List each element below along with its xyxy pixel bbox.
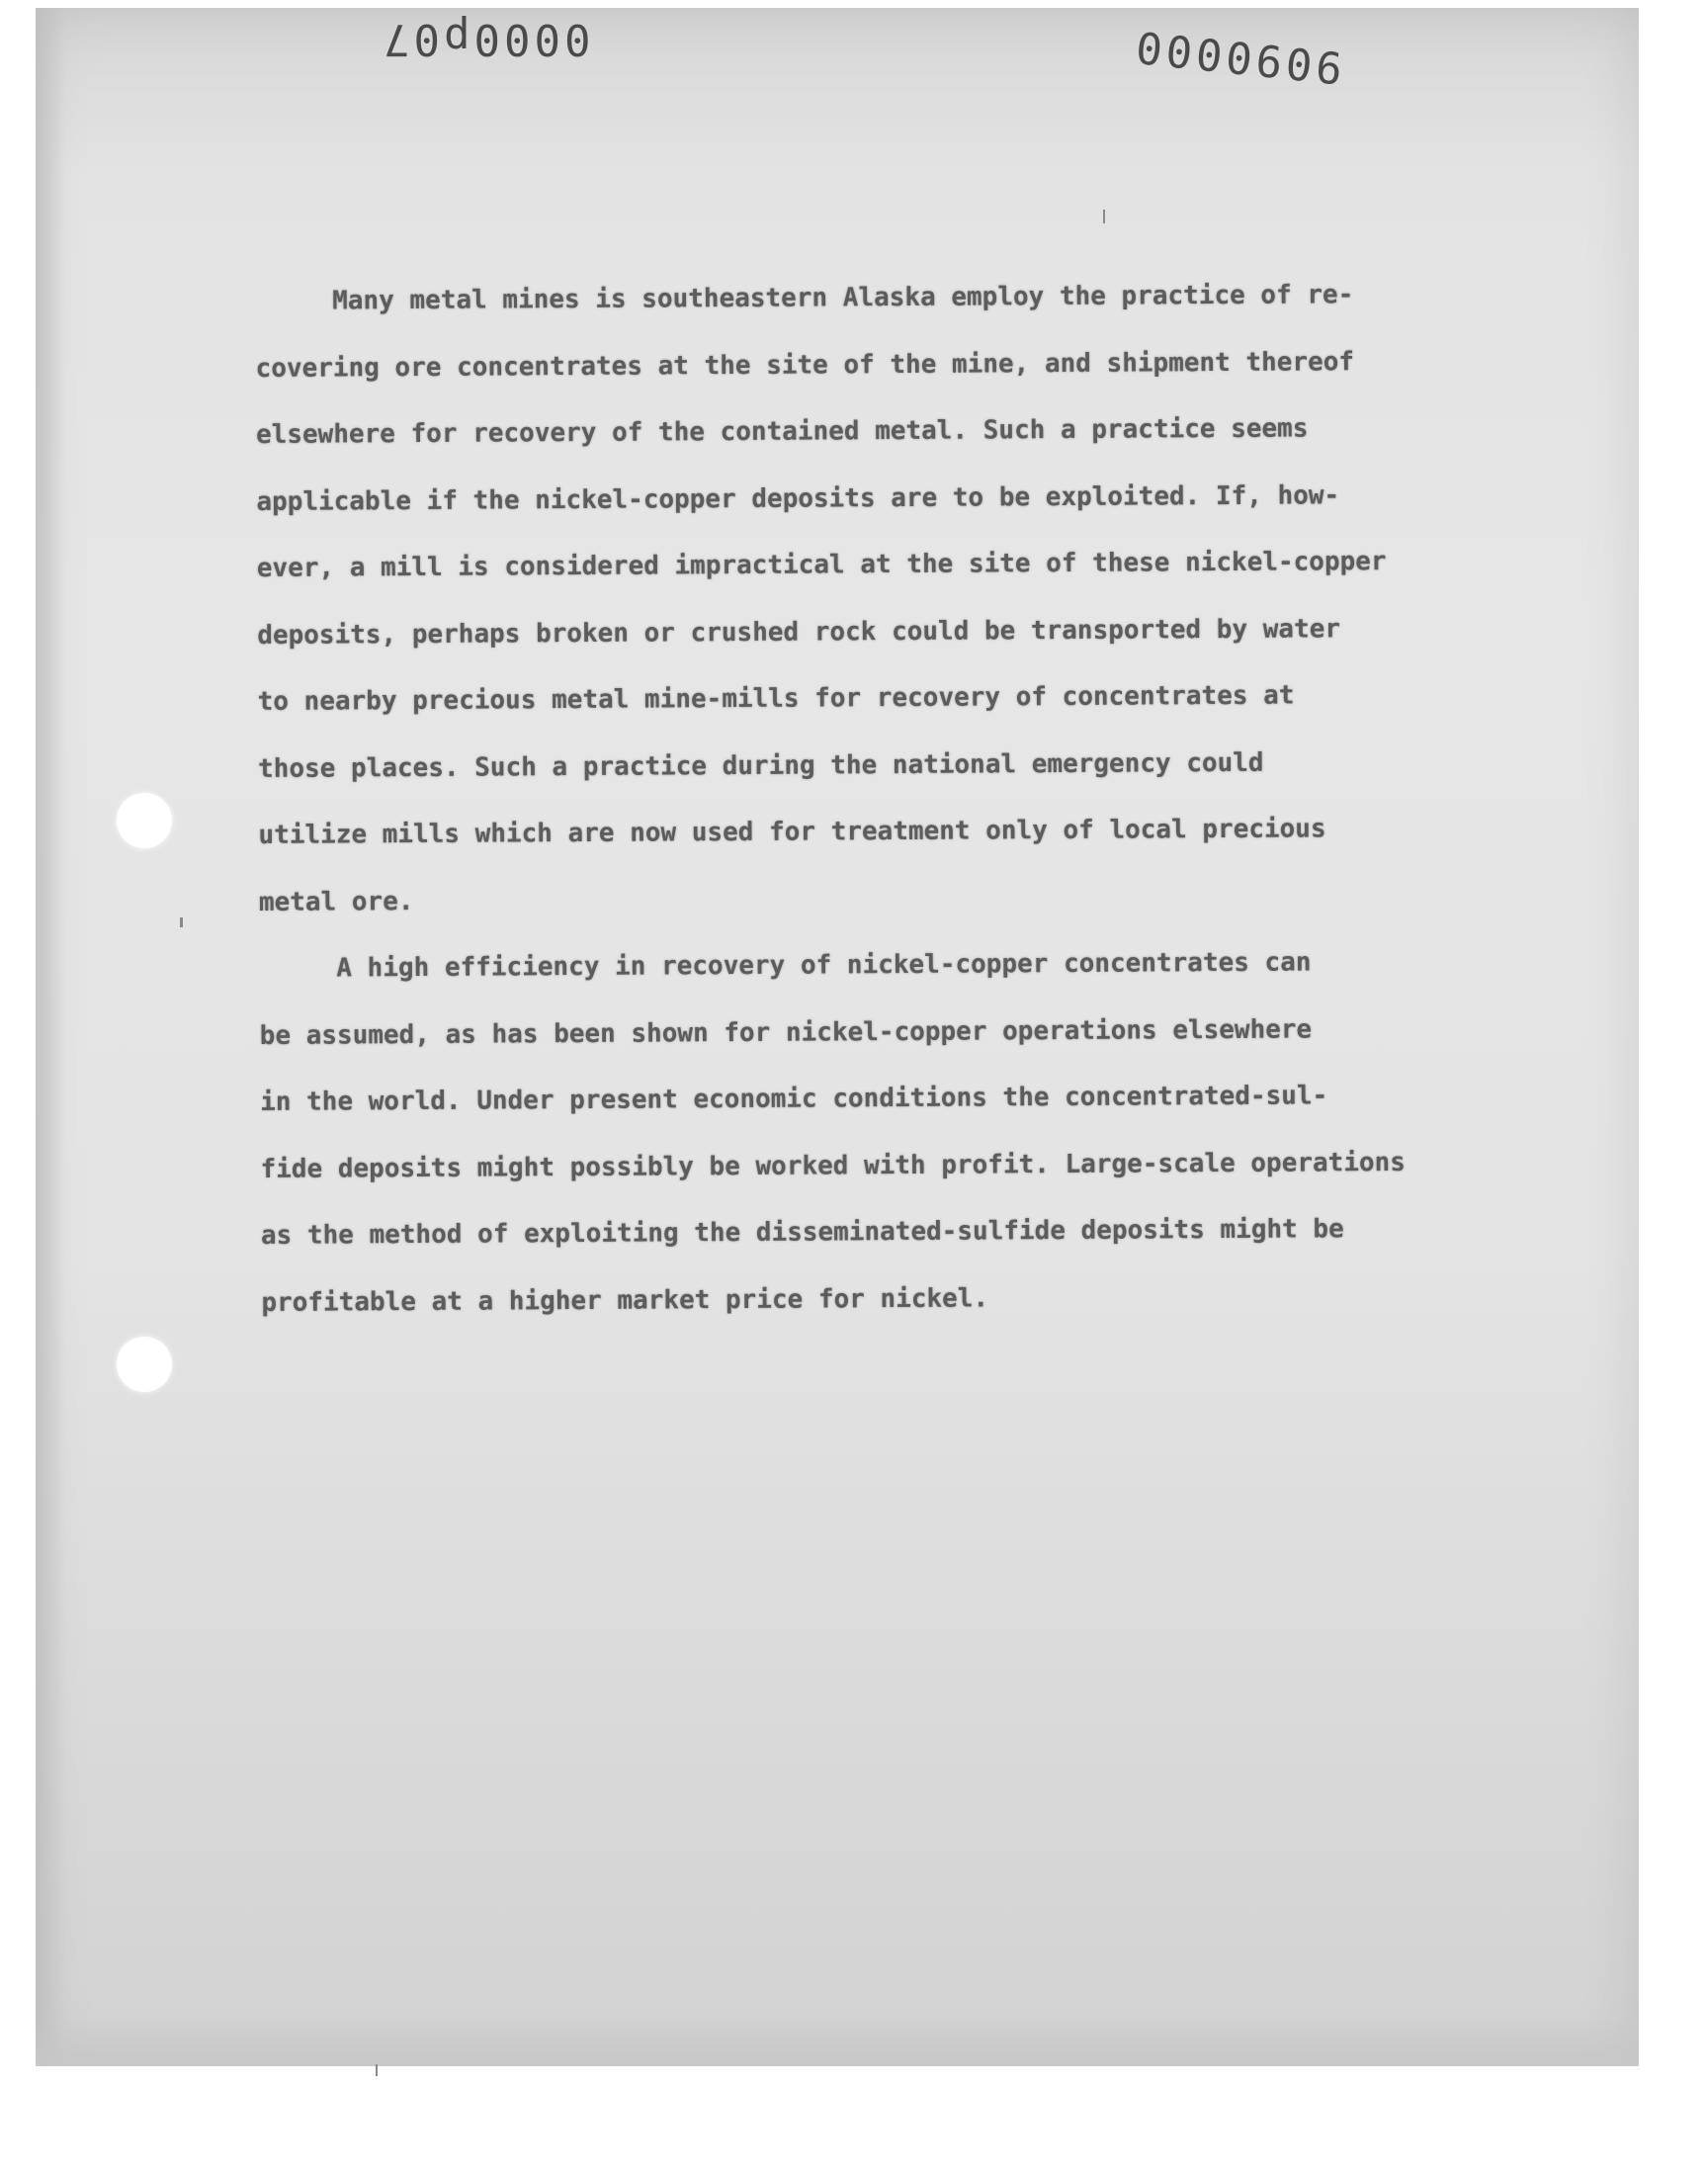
text-line: profitable at a higher market price for nickel. [261, 1282, 989, 1318]
margin-tick-mark [180, 917, 183, 927]
text-line: covering ore concentrates at the site of the mine, and shipment thereof [255, 346, 1355, 384]
paragraph-1 [255, 261, 1534, 936]
text-line: fide deposits might possibly be worked with profit. Large-scale operations [260, 1147, 1406, 1184]
text-line: A high efficiency in recovery of nickel-copper concentrates can [336, 947, 1312, 984]
binder-hole-icon [117, 1337, 172, 1392]
page-number-stamp-left: 0000p07 [380, 14, 591, 64]
text-line: utilize mills which are now used for treatment only of local precious [258, 814, 1326, 850]
page-number-stamp-right: 0000606 [1133, 24, 1349, 97]
text-line: metal ore. [258, 886, 414, 917]
document-body [255, 261, 1537, 1337]
sheet-shadow-bottom [36, 2017, 1639, 2066]
text-line: those places. Such a practice during the national emergency could [257, 747, 1264, 784]
text-line: in the world. Under present economic conditions the concentrated-sul- [260, 1081, 1328, 1117]
text-line: applicable if the nickel-copper deposits are to be exploited. If, how- [256, 479, 1340, 517]
text-line: deposits, perhaps broken or crushed rock could be transported by water [257, 613, 1341, 651]
sheet-shadow-left [36, 8, 65, 2066]
binder-hole-icon [117, 793, 172, 848]
margin-tick-mark [1103, 210, 1105, 223]
text-line: be assumed, as has been shown for nickel-copper operations elsewhere [259, 1013, 1313, 1051]
text-line: to nearby precious metal mine-mills for recovery of concentrates at [257, 680, 1295, 717]
paragraph-2 [259, 928, 1536, 1337]
text-line: as the method of exploiting the disseminated-sulfide deposits might be [260, 1214, 1344, 1251]
text-line: ever, a mill is considered impractical at the site of these nickel-copper [256, 547, 1387, 583]
text-line: Many metal mines is southeastern Alaska employ the practice of re- [332, 280, 1354, 316]
text-line: elsewhere for recovery of the contained metal. Such a practice seems [255, 413, 1309, 450]
margin-tick-mark [376, 2064, 378, 2076]
